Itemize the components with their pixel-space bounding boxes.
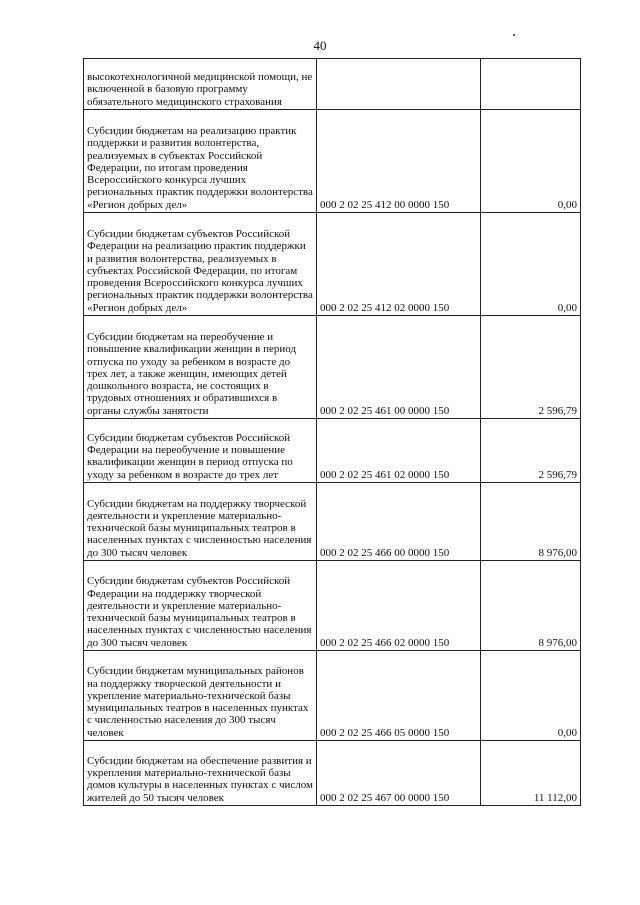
row-name: Субсидии бюджетам субъектов Российской Федерации на поддержку творческой деятельности и укрепление материально-технической базы муниципальных театров в населенных пунктах с численностью населения до 300 тысяч человек (84, 561, 317, 651)
table-row (84, 110, 581, 213)
row-name: Субсидии бюджетам на переобучение и повышение квалификации женщин в период отпуска по уходу за ребенком в возрасте до трех лет, а также женщин, имеющих детей дошкольного возраста, не состоящих в трудовых отношениях и обратившихся в органы службы занятости (84, 316, 317, 419)
row-code: 000 2 02 25 412 02 0000 150 (317, 213, 481, 316)
row-amount: 2 596,79 (481, 419, 581, 483)
row-name: Субсидии бюджетам на поддержку творческой деятельности и укрепление материально-технической базы муниципальных театров в населенных пунктах с численностью населения до 300 тысяч человек (84, 483, 317, 561)
row-code: 000 2 02 25 461 00 0000 150 (317, 316, 481, 419)
row-name: Субсидии бюджетам субъектов Российской Федерации на реализацию практик поддержки и развития волонтерства, реализуемых в субъектах Российской Федерации, по итогам проведения Всероссийского конкурса лучших региональных практик поддержки волонтерства «Регион добрых дел» (84, 213, 317, 316)
scan-speck (513, 34, 515, 36)
row-name: Субсидии бюджетам на обеспечение развития и укрепления материально-технической базы домов культуры в населенных пунктах с числом жителей до 50 тысяч человек (84, 741, 317, 806)
row-amount: 2 596,79 (481, 316, 581, 419)
budget-table (83, 58, 581, 806)
row-amount (481, 59, 581, 110)
row-name: Субсидии бюджетам субъектов Российской Федерации на переобучение и повышение квалификации женщин в период отпуска по уходу за ребенком в возрасте до трех лет (84, 419, 317, 483)
table-row (84, 419, 581, 483)
row-code: 000 2 02 25 467 00 0000 150 (317, 741, 481, 806)
table-row (84, 483, 581, 561)
table-row (84, 561, 581, 651)
row-amount: 0,00 (481, 213, 581, 316)
table-row (84, 316, 581, 419)
row-code: 000 2 02 25 412 00 0000 150 (317, 110, 481, 213)
row-name: Субсидии бюджетам муниципальных районов на поддержку творческой деятельности и укрепление материально-технической базы муниципальных театров в населенных пунктах с численностью населения до 300 тысяч человек (84, 651, 317, 741)
row-amount: 8 976,00 (481, 561, 581, 651)
row-name: высокотехнологичной медицинской помощи, не включенной в базовую программу обязательного медицинского страхования (84, 59, 317, 110)
row-amount: 0,00 (481, 651, 581, 741)
row-amount: 8 976,00 (481, 483, 581, 561)
row-amount: 0,00 (481, 110, 581, 213)
row-code (317, 59, 481, 110)
row-code: 000 2 02 25 466 00 0000 150 (317, 483, 481, 561)
page-number: 40 (313, 38, 327, 53)
row-code: 000 2 02 25 466 02 0000 150 (317, 561, 481, 651)
table-row (84, 213, 581, 316)
row-code: 000 2 02 25 461 02 0000 150 (317, 419, 481, 483)
row-code: 000 2 02 25 466 05 0000 150 (317, 651, 481, 741)
table-row (84, 651, 581, 741)
table-row (84, 741, 581, 806)
row-amount: 11 112,00 (481, 741, 581, 806)
table-row (84, 59, 581, 110)
row-name: Субсидии бюджетам на реализацию практик поддержки и развития волонтерства, реализуемых в субъектах Российской Федерации, по итогам проведения Всероссийского конкурса лучших региональных практик поддержки волонтерства «Регион добрых дел» (84, 110, 317, 213)
